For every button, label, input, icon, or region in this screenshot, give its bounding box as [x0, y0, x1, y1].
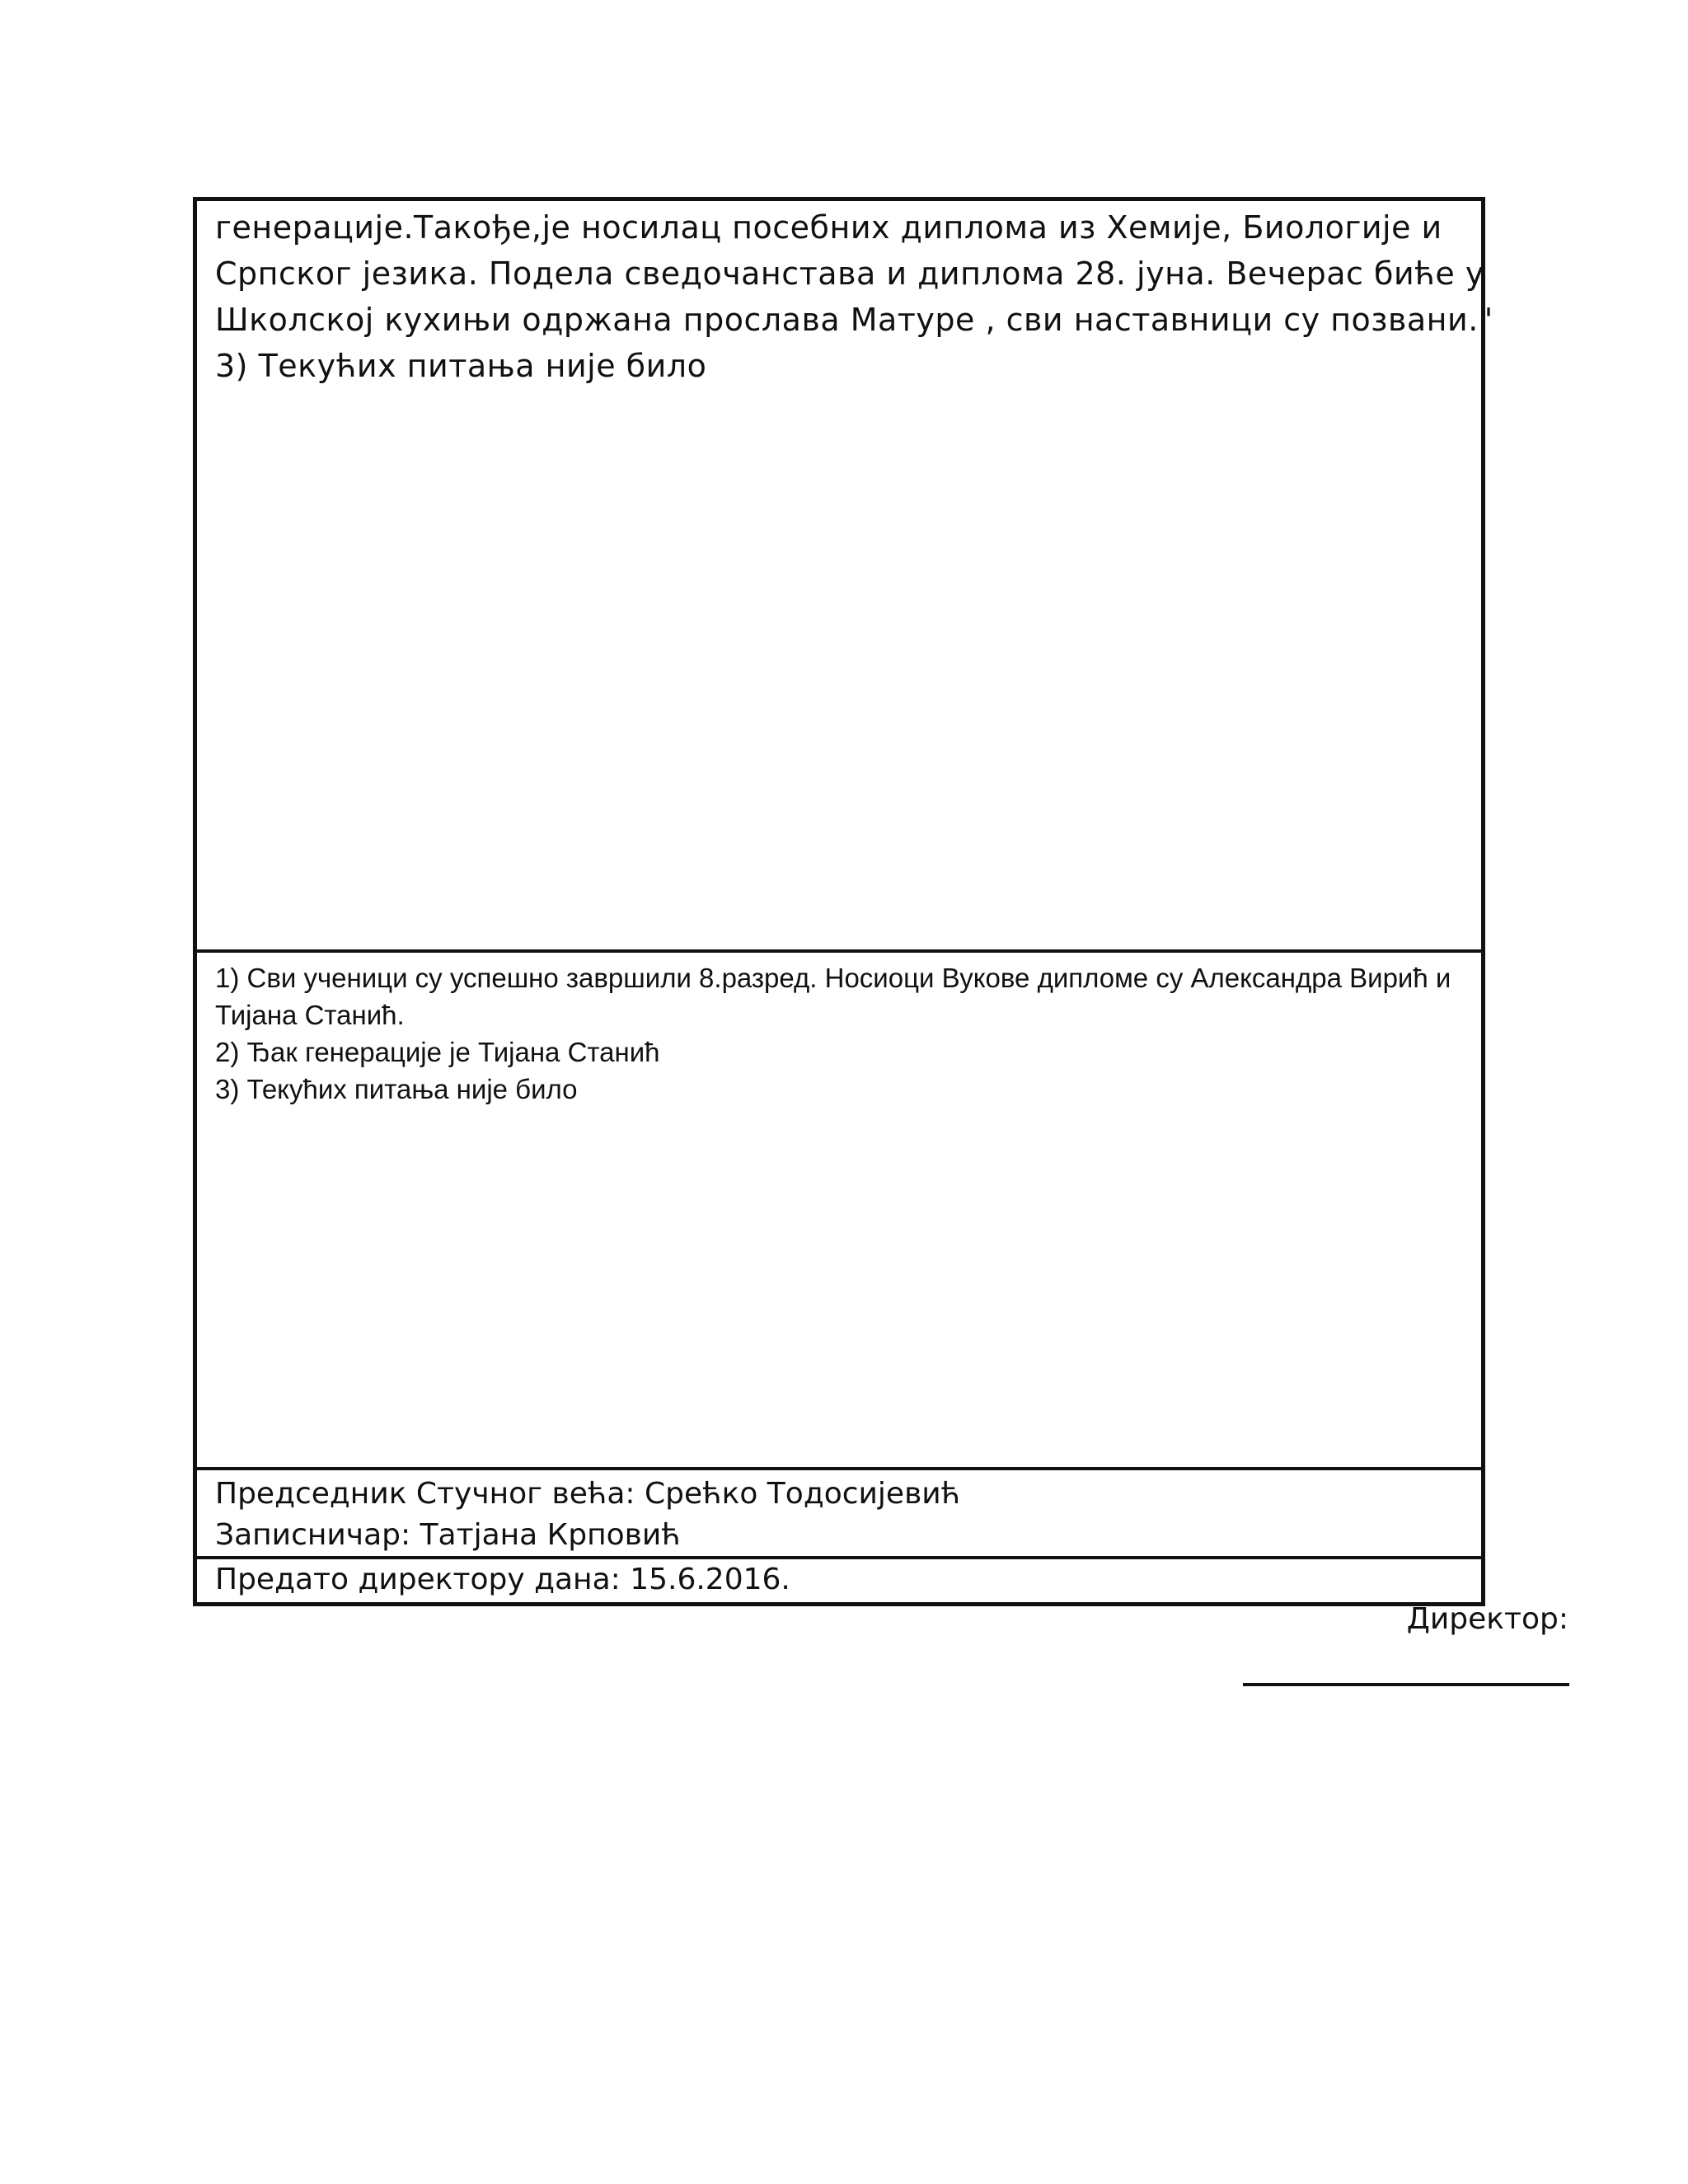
agenda-text-line: генерације.Такође,је носилац посебних диплома из Хемије, Биологије и — [215, 209, 1442, 246]
agenda-text-line: 3) Текућих питања није било — [215, 348, 707, 384]
agenda-text-line: Школској кухињи одржана прослава Матуре , сви наставници су позвани." — [215, 302, 1493, 338]
director-label: Директор: — [1406, 1602, 1568, 1636]
submission-date-cell — [197, 1559, 1481, 1602]
president-signature: Председник Стучног већа: Срећко Тодосијевић — [215, 1477, 961, 1511]
conclusion-line: 1) Сви ученици су успешно завршили 8.разред. Носиоци Вукове дипломе су Александра Вирић и — [215, 963, 1451, 993]
minutes-table — [193, 197, 1493, 1606]
agenda-text-line: Српског језика. Подела сведочанстава и диплома 28. јуна. Вечерас биће у — [215, 255, 1484, 292]
submission-date: Предато директору дана: 15.6.2016. — [215, 1563, 790, 1596]
agenda-details-cell — [197, 201, 1493, 953]
conclusions-cell — [197, 953, 1481, 1470]
recorder-signature: Записничар: Татјана Крповић — [215, 1518, 681, 1552]
director-signature-line — [1243, 1683, 1569, 1686]
signatures-cell — [197, 1470, 1481, 1559]
conclusion-line: 2) Ђак генерације је Тијана Станић — [215, 1037, 660, 1067]
conclusion-line: 3) Текућих питања није било — [215, 1074, 578, 1104]
conclusion-line: Тијана Станић. — [215, 1000, 405, 1030]
